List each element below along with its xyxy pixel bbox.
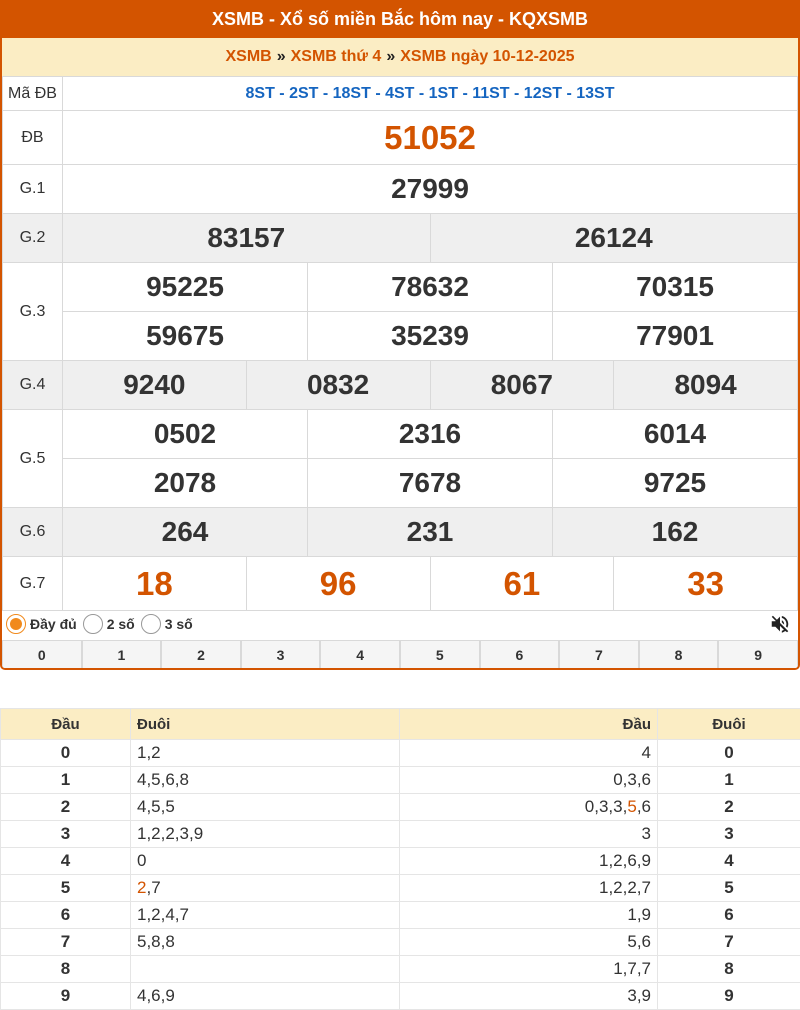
- digit-filter-2[interactable]: 2: [161, 640, 241, 668]
- breadcrumb-xsmb[interactable]: XSMB: [225, 48, 272, 65]
- mode-full-label: Đầy đủ: [30, 616, 77, 632]
- loto-duoi-2: 2: [658, 794, 800, 821]
- digit-filter-9[interactable]: 9: [718, 640, 798, 668]
- loto-duoi-2: 5: [658, 875, 800, 902]
- third-prize-1: 95225: [63, 263, 308, 312]
- breadcrumb: [2, 38, 798, 76]
- loto-dau: 4: [1, 848, 131, 875]
- digit-filter-8[interactable]: 8: [639, 640, 719, 668]
- loto-duoi-2: 8: [658, 956, 800, 983]
- digit-filter-7[interactable]: 7: [559, 640, 639, 668]
- loto-duoi: 1,2: [131, 740, 400, 767]
- loto-dau: 6: [1, 902, 131, 929]
- loto-dau-2: 4: [400, 740, 658, 767]
- special-prize: 51052: [63, 111, 798, 165]
- page-title: XSMB - Xổ số miền Bắc hôm nay - KQXSMB: [2, 0, 798, 38]
- digit-filter-0[interactable]: 0: [2, 640, 82, 668]
- digit-filter-3[interactable]: 3: [241, 640, 321, 668]
- loto-part: ,7: [146, 878, 161, 897]
- loto-duoi: 4,6,9: [131, 983, 400, 1010]
- digit-filter-bar: [2, 640, 798, 668]
- second-prize-1: 83157: [63, 214, 431, 263]
- loto-dau-2: 1,9: [400, 902, 658, 929]
- ma-db-label: Mã ĐB: [3, 77, 63, 111]
- fifth-prize-6: 9725: [553, 459, 798, 508]
- loto-duoi: 5,8,8: [131, 929, 400, 956]
- loto-duoi-2: 0: [658, 740, 800, 767]
- table-row: [1, 740, 800, 767]
- fourth-prize-4: 8094: [614, 361, 798, 410]
- third-prize-6: 77901: [553, 312, 798, 361]
- fourth-prize-3: 8067: [430, 361, 614, 410]
- loto-duoi: [131, 875, 400, 902]
- sixth-prize-2: 231: [308, 508, 553, 557]
- loto-dau-2: [400, 794, 658, 821]
- display-mode-controls: [2, 608, 798, 640]
- loto-dau: 7: [1, 929, 131, 956]
- table-row: [1, 983, 800, 1010]
- seventh-prize-2: 96: [246, 557, 430, 611]
- loto-duoi: 1,2,2,3,9: [131, 821, 400, 848]
- g3-label: G.3: [3, 263, 63, 361]
- breadcrumb-date[interactable]: XSMB ngày 10-12-2025: [400, 48, 575, 65]
- third-prize-5: 35239: [308, 312, 553, 361]
- table-row: [1, 767, 800, 794]
- loto-duoi-2: 7: [658, 929, 800, 956]
- loto-header-dau-2: Đầu: [400, 709, 658, 740]
- table-row: [1, 821, 800, 848]
- loto-dau: 0: [1, 740, 131, 767]
- fifth-prize-1: 0502: [63, 410, 308, 459]
- seventh-prize-4: 33: [614, 557, 798, 611]
- loto-part: ,6: [636, 797, 651, 816]
- loto-dau-2: 3,9: [400, 983, 658, 1010]
- second-prize-2: 26124: [430, 214, 798, 263]
- fourth-prize-1: 9240: [63, 361, 247, 410]
- table-row: [1, 794, 800, 821]
- loto-dau: 9: [1, 983, 131, 1010]
- g2-label: G.2: [3, 214, 63, 263]
- digit-filter-6[interactable]: 6: [480, 640, 560, 668]
- table-row: [1, 956, 800, 983]
- loto-duoi: 1,2,4,7: [131, 902, 400, 929]
- db-label: ĐB: [3, 111, 63, 165]
- breadcrumb-separator: »: [386, 48, 396, 65]
- loto-duoi-2: 1: [658, 767, 800, 794]
- table-row: [1, 848, 800, 875]
- ma-db-codes: 8ST - 2ST - 18ST - 4ST - 1ST - 11ST - 12ST - 13ST: [63, 77, 798, 111]
- g1-label: G.1: [3, 165, 63, 214]
- loto-dau: 1: [1, 767, 131, 794]
- third-prize-3: 70315: [553, 263, 798, 312]
- digit-filter-1[interactable]: 1: [82, 640, 162, 668]
- digit-filter-4[interactable]: 4: [320, 640, 400, 668]
- seventh-prize-1: 18: [63, 557, 247, 611]
- loto-header-dau: Đầu: [1, 709, 131, 740]
- mode-2-digits-radio[interactable]: [83, 614, 135, 634]
- third-prize-4: 59675: [63, 312, 308, 361]
- loto-dau: 2: [1, 794, 131, 821]
- loto-header-duoi: Đuôi: [131, 709, 400, 740]
- loto-dau: 8: [1, 956, 131, 983]
- loto-header-duoi-2: Đuôi: [658, 709, 800, 740]
- first-prize: 27999: [63, 165, 798, 214]
- radio-selected-icon: [6, 614, 26, 634]
- fifth-prize-3: 6014: [553, 410, 798, 459]
- third-prize-2: 78632: [308, 263, 553, 312]
- volume-mute-icon[interactable]: [768, 613, 792, 635]
- fifth-prize-2: 2316: [308, 410, 553, 459]
- loto-duoi: 4,5,6,8: [131, 767, 400, 794]
- loto-highlight: 5: [627, 797, 637, 816]
- fifth-prize-5: 7678: [308, 459, 553, 508]
- loto-duoi: 0: [131, 848, 400, 875]
- fifth-prize-4: 2078: [63, 459, 308, 508]
- loto-duoi: [131, 956, 400, 983]
- loto-dau-2: 5,6: [400, 929, 658, 956]
- radio-empty-icon: [141, 614, 161, 634]
- loto-dau-2: 1,2,2,7: [400, 875, 658, 902]
- loto-table: [0, 708, 800, 1010]
- table-row: [1, 929, 800, 956]
- loto-dau: 3: [1, 821, 131, 848]
- fourth-prize-2: 0832: [246, 361, 430, 410]
- sixth-prize-3: 162: [553, 508, 798, 557]
- breadcrumb-separator: »: [276, 48, 286, 65]
- loto-duoi-2: 6: [658, 902, 800, 929]
- mode-3-digits-label: 3 số: [164, 616, 193, 632]
- mode-full-radio[interactable]: [6, 614, 77, 634]
- loto-duoi-2: 4: [658, 848, 800, 875]
- breadcrumb-weekday[interactable]: XSMB thứ 4: [290, 48, 382, 65]
- loto-dau-2: 1,2,6,9: [400, 848, 658, 875]
- digit-filter-5[interactable]: 5: [400, 640, 480, 668]
- results-table: [2, 76, 798, 611]
- loto-dau-2: 3: [400, 821, 658, 848]
- g5-label: G.5: [3, 410, 63, 508]
- g7-label: G.7: [3, 557, 63, 611]
- table-row: [1, 902, 800, 929]
- loto-duoi: 4,5,5: [131, 794, 400, 821]
- loto-highlight: 2: [137, 878, 147, 897]
- table-row: [1, 875, 800, 902]
- mode-3-digits-radio[interactable]: [141, 614, 193, 634]
- loto-duoi-2: 9: [658, 983, 800, 1010]
- mode-2-digits-label: 2 số: [106, 616, 135, 632]
- loto-dau: 5: [1, 875, 131, 902]
- seventh-prize-3: 61: [430, 557, 614, 611]
- g6-label: G.6: [3, 508, 63, 557]
- radio-empty-icon: [83, 614, 103, 634]
- sixth-prize-1: 264: [63, 508, 308, 557]
- loto-dau-2: 0,3,6: [400, 767, 658, 794]
- loto-dau-2: 1,7,7: [400, 956, 658, 983]
- g4-label: G.4: [3, 361, 63, 410]
- loto-part: 0,3,3,: [584, 797, 628, 816]
- loto-duoi-2: 3: [658, 821, 800, 848]
